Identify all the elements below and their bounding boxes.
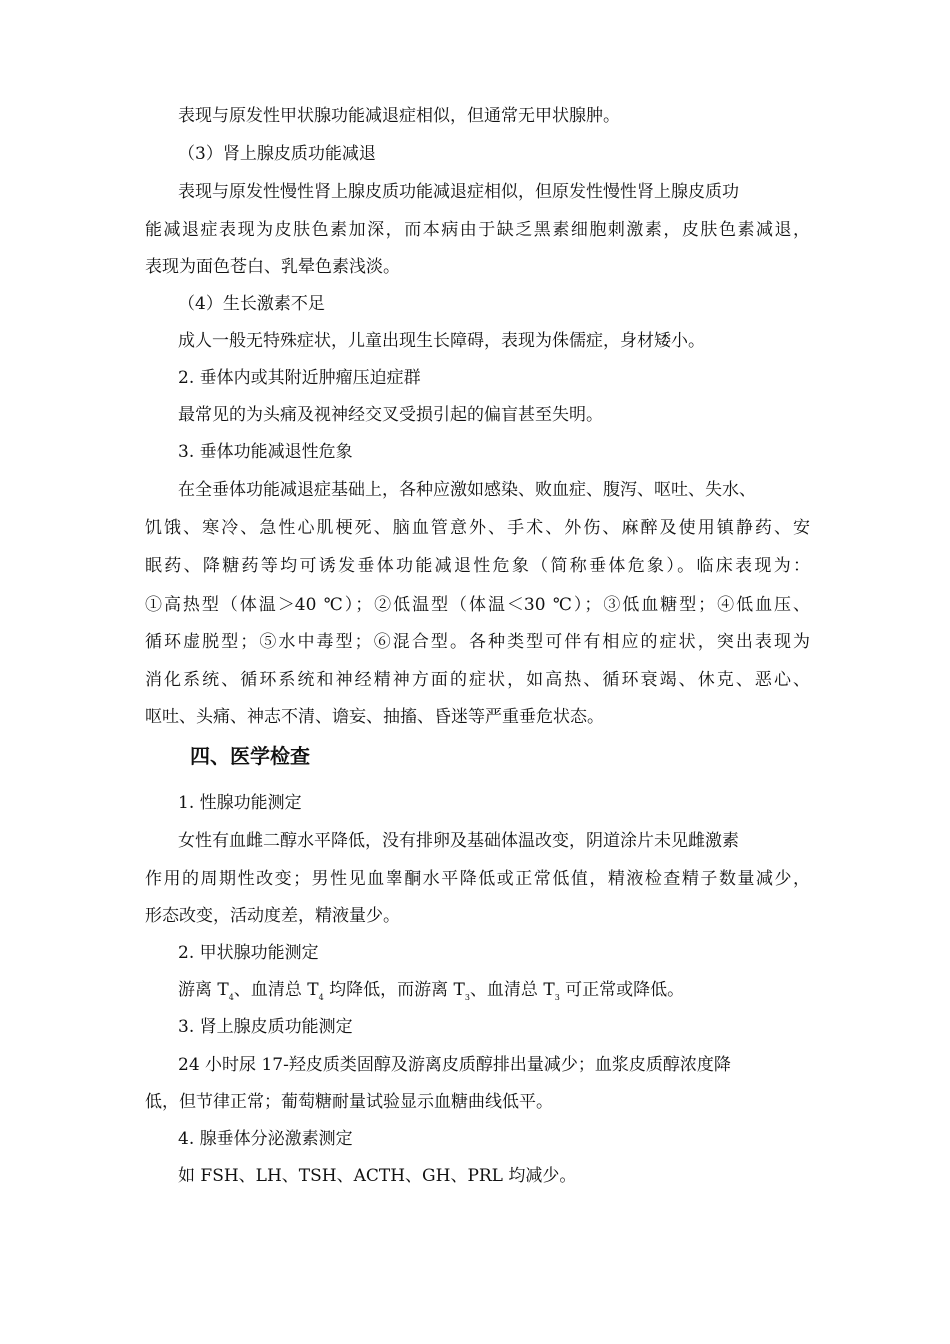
thyroid-results-line [178,979,684,1001]
subscript: 3 [554,993,560,1002]
text-segment: 可正常或降低。 [559,980,685,1000]
subsection-title: 1. 性腺功能测定 [178,793,302,813]
paragraph-line: 作用的周期性改变；男性见血睾酮水平降低或正常低值，精液检查精子数量减少， [145,869,810,889]
paragraph-line: 饥饿、寒冷、急性心肌梗死、脑血管意外、手术、外伤、麻醉及使用镇静药、安 [145,518,810,538]
paragraph-line: 成人一般无特殊症状，儿童出现生长障碍，表现为侏儒症，身材矮小。 [178,331,705,351]
subsection-title: 3. 垂体功能减退性危象 [178,442,353,462]
section-heading: 四、医学检查 [190,744,310,768]
paragraph-line: 如 FSH、LH、TSH、ACTH、GH、PRL 均减少。 [178,1166,577,1186]
paragraph-line: 形态改变，活动度差，精液量少。 [145,906,400,926]
paragraph-line: 眠药、降糖药等均可诱发垂体功能减退性危象（简称垂体危象）。临床表现为： [145,556,810,576]
subsection-title: 2. 甲状腺功能测定 [178,943,319,963]
subsection-title: （4）生长激素不足 [178,294,325,314]
subscript: 4 [318,993,324,1002]
paragraph-line: ①高热型（体温＞40 ℃）；②低温型（体温＜30 ℃）；③低血糖型；④低血压、 [145,595,810,615]
paragraph-line: 表现与原发性甲状腺功能减退症相似，但通常无甲状腺肿。 [178,106,620,126]
subsection-title: 3. 肾上腺皮质功能测定 [178,1017,353,1037]
subscript: 4 [228,993,234,1002]
subsection-title: 2. 垂体内或其附近肿瘤压迫症群 [178,368,421,388]
text-segment: 、血清总 T [233,980,319,1000]
paragraph-line: 消化系统、循环系统和神经精神方面的症状，如高热、循环衰竭、休克、恶心、 [145,670,810,690]
paragraph-line: 循环虚脱型；⑤水中毒型；⑥混合型。各种类型可伴有相应的症状，突出表现为 [145,632,810,652]
paragraph-line: 表现为面色苍白、乳晕色素浅淡。 [145,257,400,277]
text-segment: 均降低，而游离 T [323,980,465,1000]
paragraph-line: 低，但节律正常；葡萄糖耐量试验显示血糖曲线低平。 [145,1092,553,1112]
paragraph-line: 在全垂体功能减退症基础上，各种应激如感染、败血症、腹泻、呕吐、失水、 [178,480,756,500]
subscript: 3 [464,993,470,1002]
subsection-title: （3）肾上腺皮质功能减退 [178,144,376,164]
paragraph-line: 表现与原发性慢性肾上腺皮质功能减退症相似，但原发性慢性肾上腺皮质功 [178,182,739,202]
paragraph-line: 24 小时尿 17-羟皮质类固醇及游离皮质醇排出量减少；血浆皮质醇浓度降 [178,1055,731,1075]
paragraph-line: 最常见的为头痛及视神经交叉受损引起的偏盲甚至失明。 [178,405,603,425]
paragraph-line: 能减退症表现为皮肤色素加深，而本病由于缺乏黑素细胞刺激素，皮肤色素减退， [145,220,810,240]
text-segment: 、血清总 T [469,980,555,1000]
subsection-title: 4. 腺垂体分泌激素测定 [178,1129,353,1149]
paragraph-line: 呕吐、头痛、神志不清、谵妄、抽搐、昏迷等严重垂危状态。 [145,707,604,727]
text-segment: 游离 T [178,980,229,1000]
paragraph-line: 女性有血雌二醇水平降低，没有排卵及基础体温改变，阴道涂片未见雌激素 [178,831,739,851]
